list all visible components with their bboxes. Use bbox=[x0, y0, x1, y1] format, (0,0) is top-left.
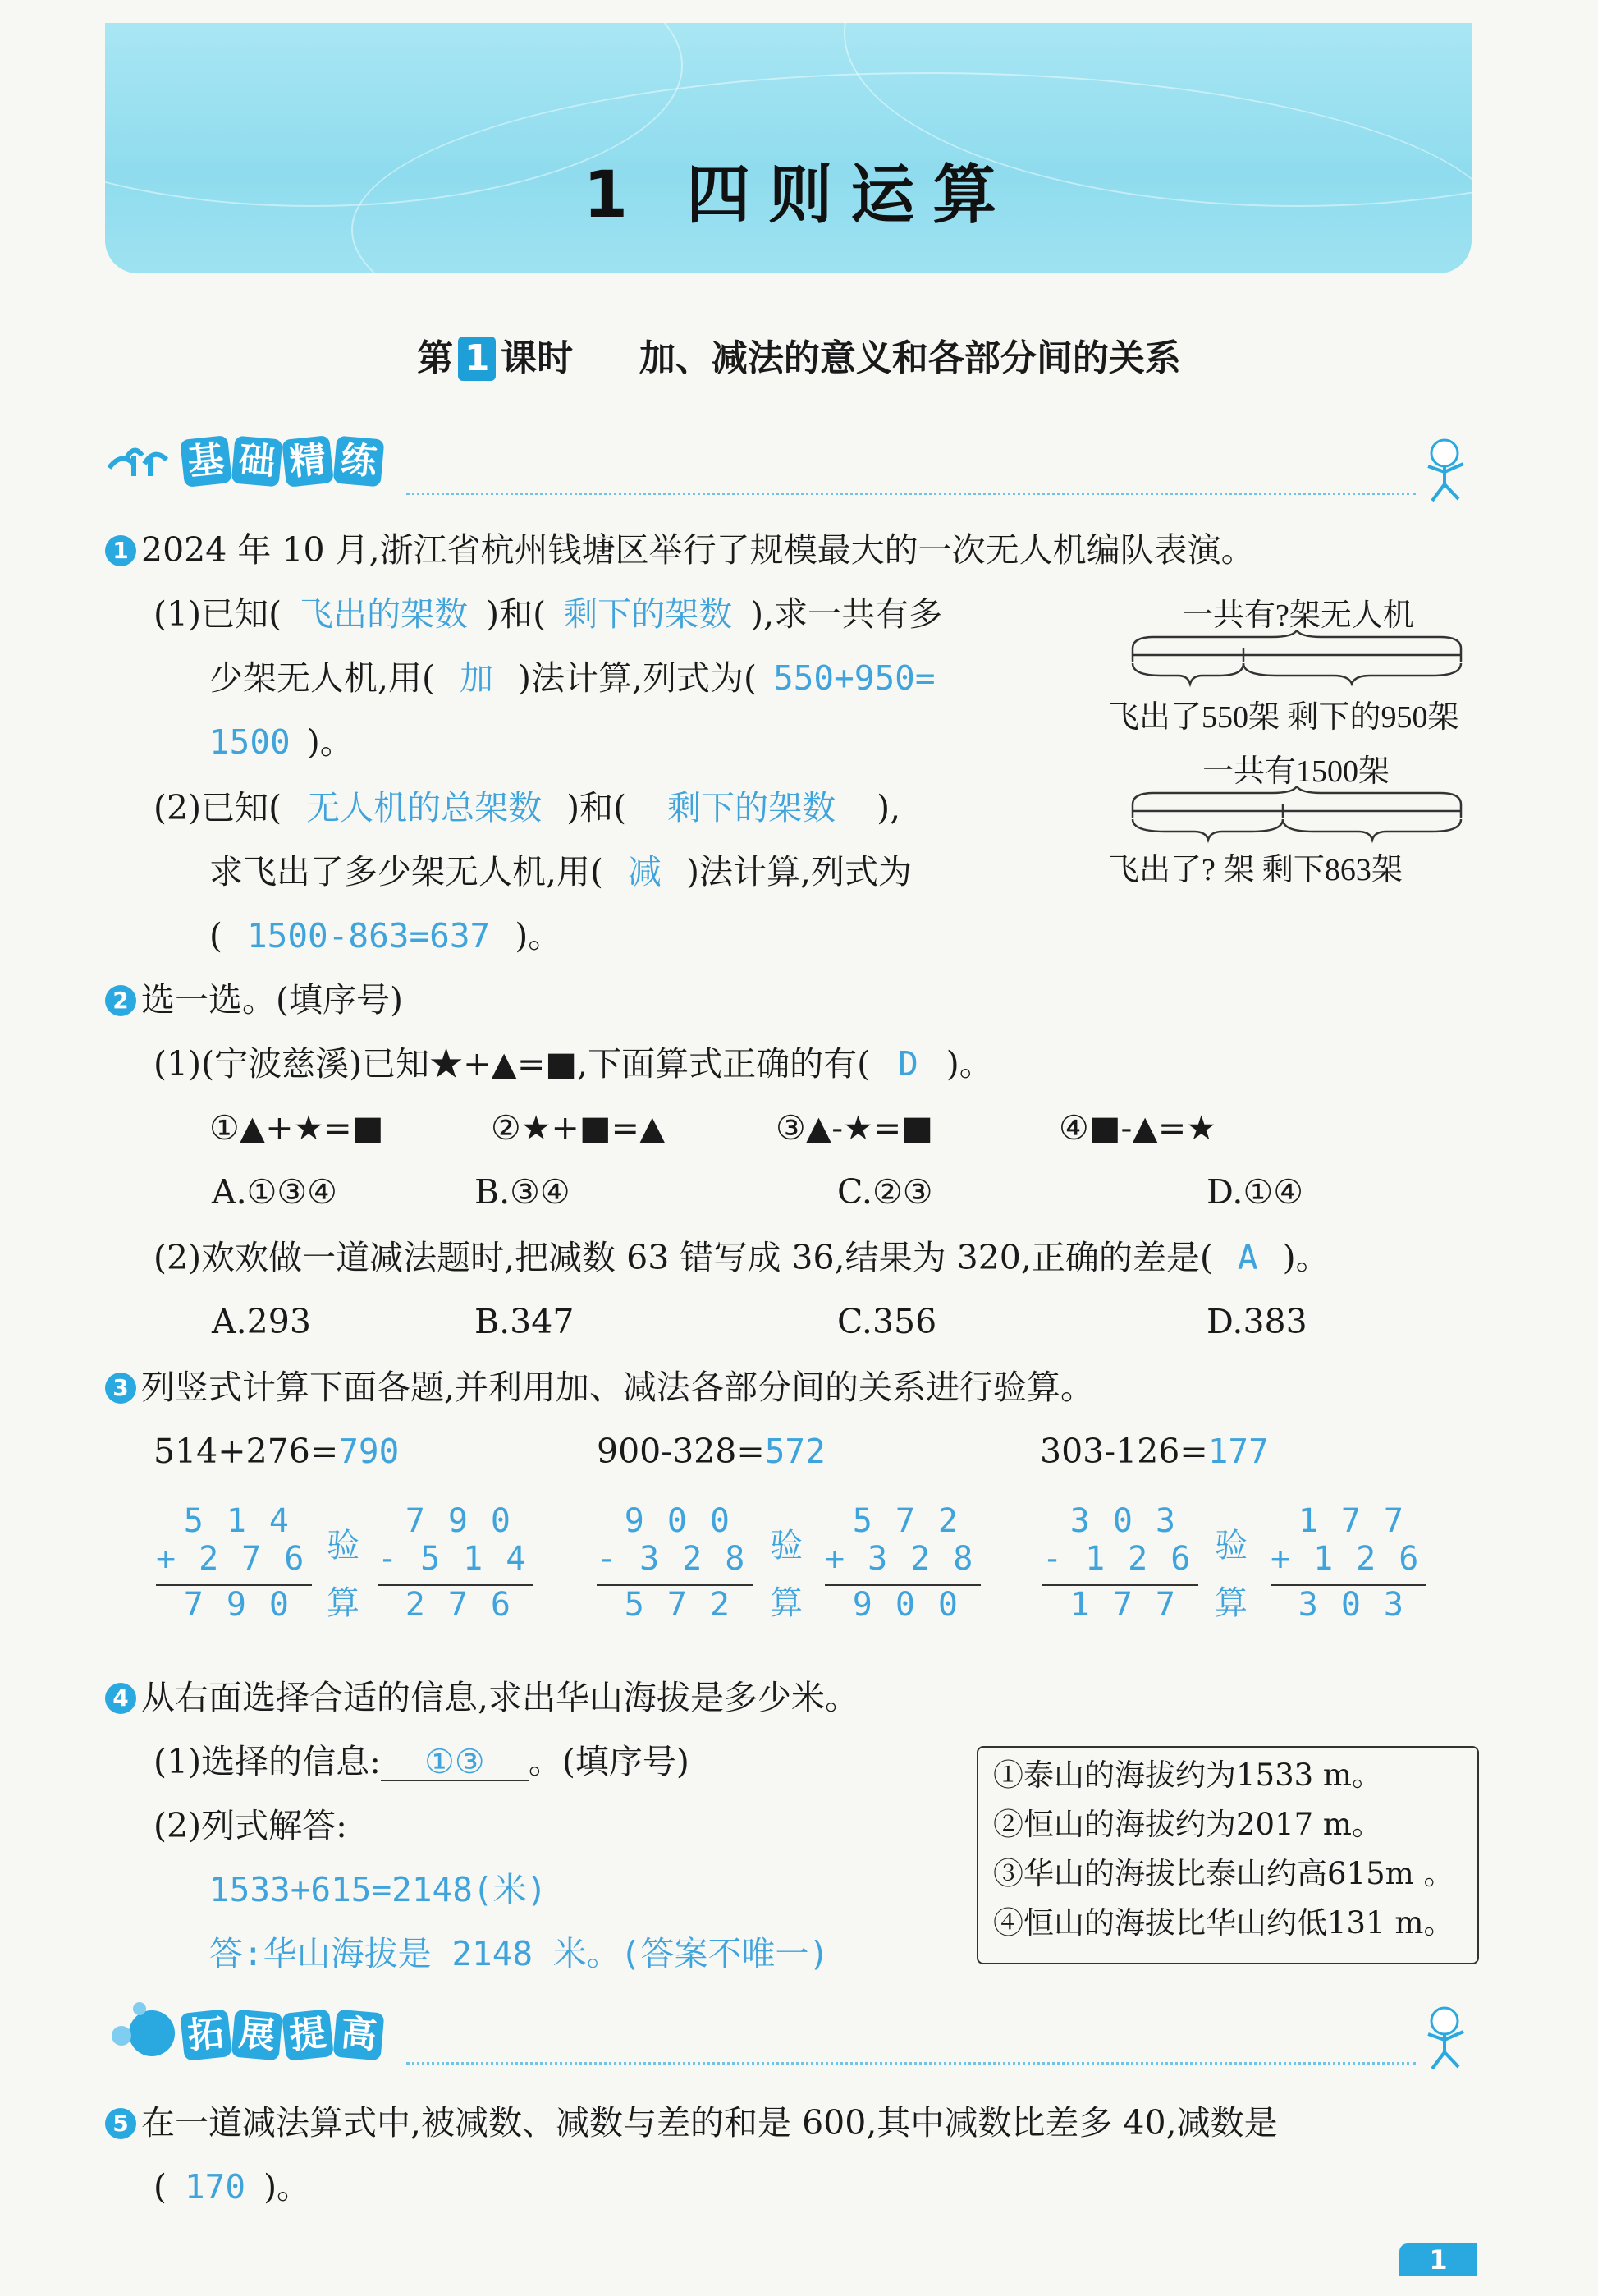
label: 验 bbox=[1215, 1527, 1248, 1565]
q2-p1-opt: ③▲-★=■ bbox=[776, 1108, 933, 1148]
row: 572 bbox=[852, 1502, 981, 1540]
row: +126 bbox=[1271, 1540, 1442, 1578]
label: 算 bbox=[327, 1584, 359, 1622]
q4-stem bbox=[105, 1676, 859, 1719]
answer: 加 bbox=[460, 658, 494, 698]
answer: 飞出的架数 bbox=[300, 594, 469, 634]
text: (1)选择的信息: bbox=[153, 1742, 381, 1781]
q4-answer-formula: 1533+615=2148(米) bbox=[209, 1870, 547, 1909]
question-number: 5 bbox=[105, 2108, 136, 2139]
section1-char: 精 bbox=[282, 435, 334, 488]
question-number: 1 bbox=[105, 535, 136, 566]
text: )法计算,列式为( bbox=[518, 658, 758, 698]
text: (1)已知( bbox=[153, 594, 282, 634]
text: ), bbox=[877, 788, 901, 827]
row: 177 bbox=[1069, 1586, 1198, 1624]
row: 790 bbox=[405, 1502, 533, 1540]
q1-part1-line3 bbox=[209, 721, 354, 763]
answer: 170 bbox=[185, 2167, 246, 2207]
answer: 790 bbox=[338, 1432, 400, 1471]
q2-p1-choice: D.①④ bbox=[1207, 1172, 1303, 1212]
q1-stem-text: 2024 年 10 月,浙江省杭州钱塘区举行了规模最大的一次无人机编队表演。 bbox=[141, 530, 1255, 570]
q1-part1-line2 bbox=[209, 657, 936, 699]
label: 算 bbox=[770, 1584, 803, 1622]
text: 900-328= bbox=[597, 1432, 765, 1471]
bubble-icon bbox=[107, 1999, 185, 2064]
q2-p1-opt: ②★+■=▲ bbox=[491, 1108, 666, 1148]
diagram2-bottom-label: 飞出了? 架 剩下863架 bbox=[1108, 853, 1403, 887]
section1-char: 基 bbox=[180, 435, 232, 488]
lesson-heading bbox=[0, 328, 1598, 381]
q2-p1-opt: ①▲+★=■ bbox=[209, 1108, 384, 1148]
vertical-calc-2 bbox=[597, 1502, 768, 1624]
chapter-title: 1 四则运算 bbox=[583, 158, 1015, 232]
answer: 1500 bbox=[209, 722, 291, 762]
q3-stem-text: 列竖式计算下面各题,并利用加、减法各部分间的关系进行验算。 bbox=[141, 1368, 1095, 1407]
row: 303 bbox=[1069, 1502, 1198, 1540]
q1-part1-line1 bbox=[153, 593, 942, 635]
vertical-calc-3 bbox=[1042, 1502, 1214, 1624]
info-item: ①泰山的海拔约为1533 m。 bbox=[993, 1758, 1383, 1793]
q2-stem bbox=[105, 978, 403, 1021]
section1-divider bbox=[406, 493, 1416, 495]
info-item: ④恒山的海拔比华山约低131 m。 bbox=[993, 1905, 1454, 1941]
section-extension bbox=[182, 2011, 386, 2059]
answer: D bbox=[898, 1044, 918, 1084]
vertical-calc-1 bbox=[156, 1502, 327, 1624]
answer: 572 bbox=[764, 1432, 826, 1471]
lesson-suffix: 课时 bbox=[501, 337, 574, 379]
q1-part2-line3 bbox=[209, 914, 561, 957]
question-number: 4 bbox=[105, 1683, 136, 1714]
info-item: ②恒山的海拔约为2017 m。 bbox=[993, 1807, 1383, 1842]
q2-p2-choice: B.347 bbox=[474, 1302, 575, 1341]
info-item: ③华山的海拔比泰山约高615m 。 bbox=[993, 1856, 1454, 1891]
q3-eq bbox=[1040, 1430, 1269, 1473]
q2-p1-opt: ④■-▲=★ bbox=[1059, 1108, 1216, 1148]
q2-part1 bbox=[153, 1043, 993, 1085]
row: 514 bbox=[183, 1502, 312, 1540]
row: 177 bbox=[1298, 1502, 1426, 1540]
q2-part2 bbox=[153, 1236, 1330, 1279]
q1-stem bbox=[105, 529, 1255, 571]
q1-part2-line1 bbox=[153, 786, 900, 829]
label: 算 bbox=[1215, 1584, 1248, 1622]
q2-p2-choice: D.383 bbox=[1207, 1302, 1307, 1341]
text: (2)欢欢做一道减法题时,把减数 63 错写成 36,结果为 320,正确的差是( bbox=[153, 1238, 1213, 1277]
text: (2)已知( bbox=[153, 788, 282, 827]
row: 900 bbox=[852, 1586, 981, 1624]
row: +328 bbox=[825, 1540, 996, 1578]
question-number: 2 bbox=[105, 985, 136, 1016]
text: 少架无人机,用( bbox=[209, 658, 436, 698]
answer: 177 bbox=[1207, 1432, 1269, 1471]
answer: 无人机的总架数 bbox=[306, 788, 543, 827]
diagram1-bar bbox=[1129, 630, 1465, 688]
check-label bbox=[770, 1517, 803, 1632]
answer: 550+950= bbox=[773, 658, 936, 698]
text: 514+276= bbox=[153, 1432, 339, 1471]
text: 求飞出了多少架无人机,用( bbox=[209, 852, 604, 891]
diagram2-bar bbox=[1129, 786, 1465, 844]
text: )。 bbox=[306, 722, 354, 762]
q4-stem-text: 从右面选择合适的信息,求出华山海拔是多少米。 bbox=[141, 1678, 859, 1717]
answer: 剩下的架数 bbox=[564, 594, 733, 634]
text: )。 bbox=[515, 916, 562, 956]
row: 572 bbox=[624, 1586, 753, 1624]
question-number: 3 bbox=[105, 1373, 136, 1404]
cartoon-kid-icon bbox=[1416, 435, 1473, 508]
row: -328 bbox=[597, 1540, 768, 1578]
answer: 1500-863=637 bbox=[247, 916, 491, 956]
text: 。(填序号) bbox=[528, 1742, 689, 1781]
info-box bbox=[977, 1746, 1479, 1964]
row: 900 bbox=[624, 1502, 753, 1540]
lesson-title: 加、减法的意义和各部分间的关系 bbox=[639, 337, 1181, 379]
label: 验 bbox=[770, 1527, 803, 1565]
q3-eq bbox=[153, 1430, 399, 1473]
q4-answer-sentence: 答:华山海拔是 2148 米。(答案不唯一) bbox=[209, 1934, 830, 1973]
page-number: 1 bbox=[1399, 2243, 1477, 2276]
text: 303-126= bbox=[1040, 1432, 1208, 1471]
label: 验 bbox=[327, 1527, 359, 1565]
section2-char: 高 bbox=[333, 2010, 385, 2061]
q5-answer-line bbox=[153, 2165, 310, 2208]
text: )和( bbox=[486, 594, 547, 634]
row: -514 bbox=[378, 1540, 549, 1578]
row: 303 bbox=[1298, 1586, 1426, 1624]
section2-char: 拓 bbox=[180, 2009, 232, 2061]
q5-stem bbox=[105, 2101, 1278, 2144]
answer: A bbox=[1237, 1238, 1258, 1277]
section-basic-practice bbox=[182, 438, 386, 485]
text: ),求一共有多 bbox=[750, 594, 943, 634]
cartoon-kid-icon bbox=[1416, 2003, 1473, 2076]
row: +276 bbox=[156, 1540, 327, 1578]
q2-p2-choice: C.356 bbox=[837, 1302, 937, 1341]
q2-p1-choice: B.③④ bbox=[474, 1172, 570, 1212]
q2-p1-choice: C.②③ bbox=[837, 1172, 933, 1212]
diagram2-top-label: 一共有1500架 bbox=[1202, 754, 1390, 789]
section1-char: 练 bbox=[333, 436, 385, 488]
text: )。 bbox=[1282, 1238, 1330, 1277]
diagram1-top-label: 一共有?架无人机 bbox=[1182, 598, 1414, 633]
vertical-check-2 bbox=[825, 1502, 996, 1624]
section2-divider bbox=[406, 2062, 1416, 2065]
row: -126 bbox=[1042, 1540, 1214, 1578]
text: )法计算,列式为 bbox=[686, 852, 913, 891]
q3-stem bbox=[105, 1366, 1094, 1409]
check-label bbox=[327, 1517, 359, 1632]
text: )和( bbox=[566, 788, 627, 827]
text: )。 bbox=[263, 2167, 311, 2207]
section2-char: 提 bbox=[282, 2009, 334, 2061]
text: )。 bbox=[946, 1044, 993, 1084]
q2-p2-choice: A.293 bbox=[212, 1302, 311, 1341]
q2-stem-text: 选一选。(填序号) bbox=[141, 980, 403, 1020]
q2-p1-choice: A.①③④ bbox=[212, 1172, 337, 1212]
row: 790 bbox=[183, 1586, 312, 1624]
q3-eq bbox=[597, 1430, 826, 1473]
q1-part2-line2 bbox=[209, 850, 912, 893]
section2-char: 展 bbox=[231, 2010, 283, 2061]
section1-char: 础 bbox=[231, 436, 283, 488]
sprout-icon bbox=[105, 439, 179, 492]
lesson-prefix: 第 bbox=[417, 337, 454, 379]
answer: 减 bbox=[628, 852, 662, 891]
answer: 剩下的架数 bbox=[667, 788, 836, 827]
q4-part2: (2)列式解答: bbox=[153, 1806, 347, 1845]
q4-part1 bbox=[153, 1740, 689, 1783]
text: ( bbox=[153, 2167, 167, 2207]
lesson-number: 1 bbox=[458, 337, 496, 381]
vertical-check-3 bbox=[1271, 1502, 1442, 1624]
answer: ①③ bbox=[381, 1744, 529, 1781]
row: 276 bbox=[405, 1586, 533, 1624]
check-label bbox=[1215, 1517, 1248, 1632]
diagram1-bottom-label: 飞出了550架 剩下的950架 bbox=[1108, 700, 1459, 735]
q5-stem-text: 在一道减法算式中,被减数、减数与差的和是 600,其中减数比差多 40,减数是 bbox=[141, 2103, 1278, 2142]
text: (1)(宁波慈溪)已知★+▲=■,下面算式正确的有( bbox=[153, 1044, 871, 1084]
text: ( bbox=[209, 916, 222, 956]
vertical-check-1 bbox=[378, 1502, 549, 1624]
